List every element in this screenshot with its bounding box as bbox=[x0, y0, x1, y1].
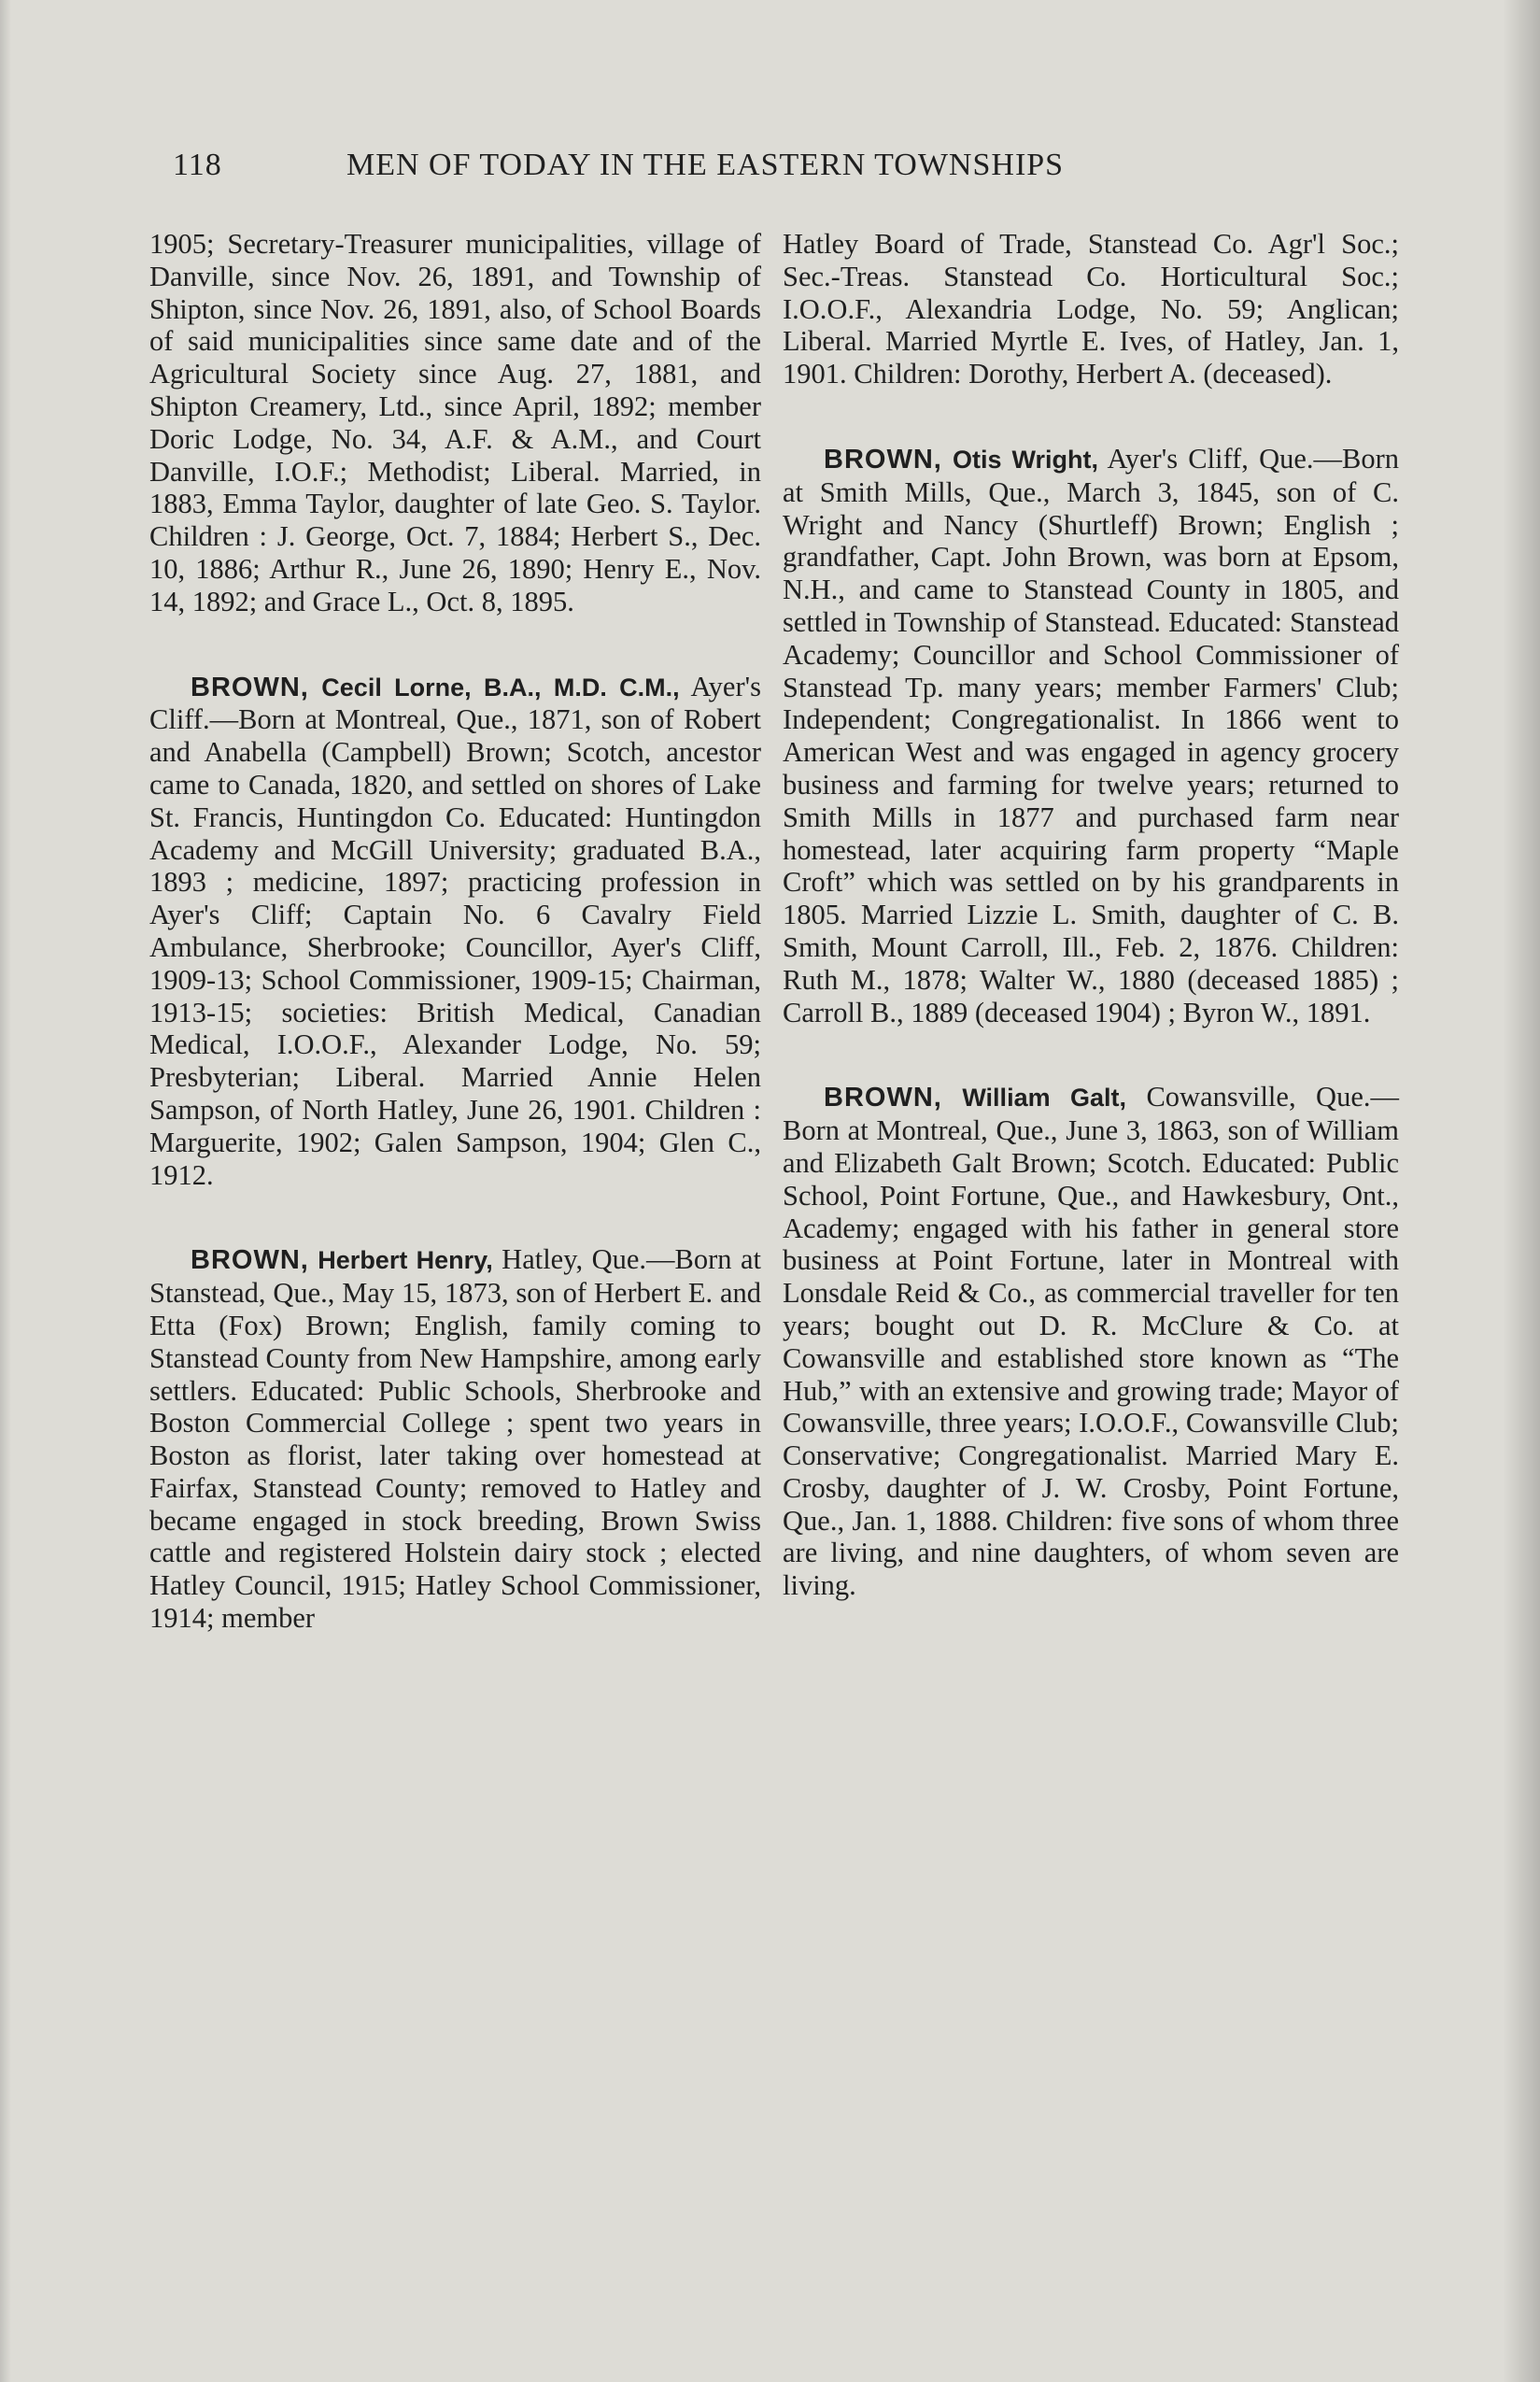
page-number: 118 bbox=[173, 148, 222, 182]
entry-surname: BROWN, bbox=[191, 1245, 309, 1276]
continued-entry-text: Hatley Board of Trade, Stanstead Co. Agr'l Soc.; Sec.-Treas. Stanstead Co. Horticultural Soc.; I.O.O.F., Alexandria Lodge, No. 59; Anglican; Liberal. Married Myrtle E. Ives, of Hatley, Jan. 1, 1901. Children: Dorothy, Herbert A. (deceased). bbox=[783, 228, 1399, 390]
entry-surname: BROWN, bbox=[824, 444, 942, 475]
entry-given-name: Cecil Lorne, B.A., M.D. C.M., bbox=[321, 673, 680, 702]
biography-entry bbox=[783, 443, 1399, 1028]
entry-text: Ayer's Cliff.—Born at Montreal, Que., 1871, son of Robert and Anabella (Campbell) Brown; Scotch, ancestor came to Canada, 1820, and settled on shores of Lake St. Francis, Huntingdon Co. Educated: Huntingdon Academy and McGill University; graduated B.A., 1893 ; medicine, 1897; practicing profession in Ayer's Cliff; Captain No. 6 Cavalry Field Ambulance, Sherbrooke; Councillor, Ayer's Cliff, 1909-13; School Commissioner, 1909-15; Chairman, 1913-15; societies: British Medical, Canadian Medical, I.O.O.F., Alexander Lodge, No. 59; Presbyterian; Liberal. Married Annie Helen Sampson, of North Hatley, June 26, 1901. Children : Marguerite, 1902; Galen Sampson, 1904; Glen C., 1912. bbox=[149, 670, 761, 1191]
entry-text: Cowansville, Que.—Born at Montreal, Que., June 3, 1863, son of William and Elizabeth Galt Brown; Scotch. Educated: Public School, Point Fortune, Que., and Hawkesbury, Ont., Academy; engaged with his father in general store business at Point Fortune, later in Montreal with Lonsdale Reid & Co., as commercial traveller for ten years; bought out D. R. McClure & Co. at Cowansville and established store known as “The Hub,” with an extensive and growing trade; Mayor of Cowansville, three years; I.O.O.F., Cowansville Club; Conservative; Congregationalist. Married Mary E. Crosby, daughter of J. W. Crosby, Point Fortune, Que., Jan. 1, 1888. Children: five sons of whom three are living, and nine daughters, of whom seven are living. bbox=[783, 1081, 1399, 1602]
page-edge-shadow bbox=[1503, 0, 1540, 2382]
page-gutter-shadow bbox=[0, 0, 11, 2382]
entry-surname: BROWN, bbox=[191, 672, 309, 702]
continued-entry-text: 1905; Secretary-Treasurer municipalities, village of Danville, since Nov. 26, 1891, and Township of Shipton, since Nov. 26, 1891, also, of School Boards of said municipalities since same date and of the Agricultural Society since Aug. 27, 1881, and Shipton Creamery, Ltd., since April, 1892; member Doric Lodge, No. 34, A.F. & A.M., and Court Danville, I.O.F.; Methodist; Liberal. Married, in 1883, Emma Taylor, daughter of late Geo. S. Taylor. Children : J. George, Oct. 7, 1884; Herbert S., Dec. 10, 1886; Arthur R., June 26, 1890; Henry E., Nov. 14, 1892; and Grace L., Oct. 8, 1895. bbox=[149, 228, 761, 617]
entry-given-name: Herbert Henry, bbox=[318, 1246, 493, 1275]
entry-given-name: Otis Wright, bbox=[953, 445, 1099, 474]
biography-entry bbox=[149, 1243, 761, 1635]
entry-given-name: William Galt, bbox=[962, 1084, 1126, 1113]
entry-text: Ayer's Cliff, Que.—Born at Smith Mills, Que., March 3, 1845, son of C. Wright and Nancy (Shurtleff) Brown; English ; grandfather, Capt. John Brown, was born at Epsom, N.H., and came to Stanstead County in 1805, and settled in Township of Stanstead. Educated: Stanstead Academy; Councillor and School Commissioner of Stanstead Tp. many years; member Farmers' Club; Independent; Congregationalist. In 1866 went to American West and was engaged in agency grocery business and farming for twelve years; returned to Smith Mills in 1877 and purchased farm near homestead, later acquiring farm property “Maple Croft” which was settled on by his grandparents in 1805. Married Lizzie L. Smith, daughter of C. B. Smith, Mount Carroll, Ill., Feb. 2, 1876. Children: Ruth M., 1878; Walter W., 1880 (deceased 1885) ; Carroll B., 1889 (deceased 1904) ; Byron W., 1891. bbox=[783, 442, 1400, 1028]
biography-entry bbox=[783, 1081, 1399, 1602]
entry-surname: BROWN, bbox=[824, 1083, 942, 1113]
left-column bbox=[149, 228, 761, 1635]
running-title: MEN OF TODAY IN THE EASTERN TOWNSHIPS bbox=[346, 148, 1065, 182]
biography-entry bbox=[149, 671, 761, 1192]
entry-text: Hatley, Que.—Born at Stanstead, Que., May 15, 1873, son of Herbert E. and Etta (Fox) Brown; English, family coming to Stanstead County from New Hampshire, among early settlers. Educated: Public Schools, Sherbrooke and Boston Commercial College ; spent two years in Boston as florist, later taking over homestead at Fairfax, Stanstead County; removed to Hatley and became engaged in stock breeding, Brown Swiss cattle and registered Holstein dairy stock ; elected Hatley Council, 1915; Hatley School Commissioner, 1914; member bbox=[149, 1243, 761, 1635]
right-column bbox=[783, 228, 1399, 1602]
